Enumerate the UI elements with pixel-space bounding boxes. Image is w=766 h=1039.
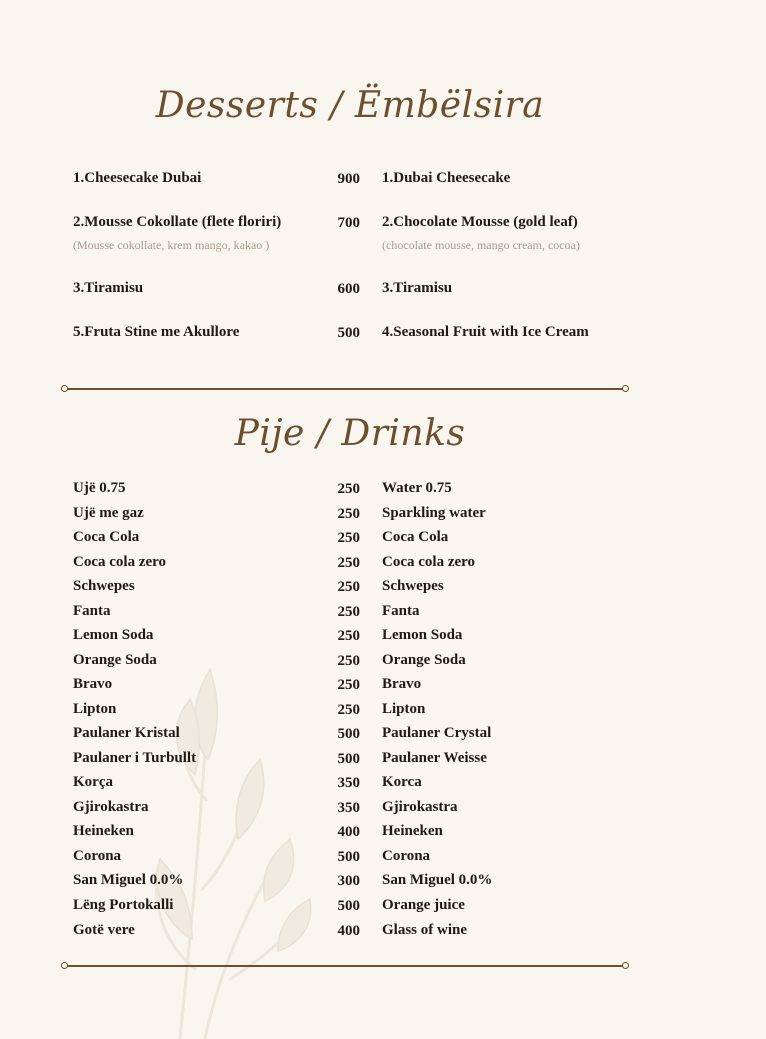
drink-name-sq: Lemon Soda — [73, 627, 154, 643]
dessert-row — [0, 214, 766, 234]
drink-name-sq: Ujë 0.75 — [73, 480, 126, 496]
drink-name-en: Glass of wine — [382, 922, 468, 938]
drink-row — [0, 823, 766, 843]
drink-name-sq: Korça — [73, 774, 113, 790]
drink-name-sq: Corona — [73, 848, 122, 864]
drink-price: 250 — [337, 579, 360, 595]
dessert-price: 900 — [337, 171, 360, 187]
drink-name-en: Lipton — [382, 701, 426, 717]
drink-name-sq: Coca Cola — [73, 529, 140, 545]
drink-name-sq: Heineken — [73, 823, 134, 839]
drink-name-en: Paulaner Weisse — [382, 750, 487, 766]
drink-price: 250 — [337, 530, 360, 546]
section-divider — [66, 965, 624, 967]
drink-name-en: Orange juice — [382, 897, 465, 913]
drink-name-sq: Lipton — [73, 701, 117, 717]
drink-name-en: Schwepes — [382, 578, 444, 594]
drink-name-sq: Paulaner Kristal — [73, 725, 180, 741]
dessert-row — [0, 324, 766, 344]
dessert-note-en: (chocolate mousse, mango cream, cocoa) — [382, 238, 580, 252]
drink-row — [0, 676, 766, 696]
dessert-name-sq: 5.Fruta Stine me Akullore — [73, 324, 240, 340]
drink-row — [0, 848, 766, 868]
dessert-name-sq: 3.Tiramisu — [73, 280, 144, 296]
dessert-name-en: 4.Seasonal Fruit with Ice Cream — [382, 324, 589, 340]
drink-name-en: Gjirokastra — [382, 799, 458, 815]
drink-name-en: Paulaner Crystal — [382, 725, 492, 741]
drink-row — [0, 505, 766, 525]
drink-row — [0, 872, 766, 892]
drink-name-sq: Schwepes — [73, 578, 135, 594]
drink-price: 400 — [337, 923, 360, 939]
drink-row — [0, 480, 766, 500]
drink-name-sq: Bravo — [73, 676, 113, 692]
drink-name-en: Sparkling water — [382, 505, 486, 521]
drink-price: 250 — [337, 677, 360, 693]
drink-name-en: Coca Cola — [382, 529, 449, 545]
desserts-title: Desserts / Ëmbëlsira — [155, 85, 545, 126]
drink-row — [0, 578, 766, 598]
dessert-price: 600 — [337, 281, 360, 297]
drink-row — [0, 725, 766, 745]
drink-name-en: Orange Soda — [382, 652, 466, 668]
drink-price: 250 — [337, 555, 360, 571]
drink-name-sq: Gjirokastra — [73, 799, 149, 815]
dessert-name-sq: 1.Cheesecake Dubai — [73, 170, 202, 186]
drink-price: 500 — [337, 898, 360, 914]
dessert-price: 700 — [337, 215, 360, 231]
dessert-name-sq: 2.Mousse Cokollate (flete floriri) — [73, 214, 282, 230]
dessert-row — [0, 280, 766, 300]
drinks-title: Pije / Drinks — [234, 413, 466, 454]
drink-price: 350 — [337, 775, 360, 791]
drink-row — [0, 529, 766, 549]
drink-row — [0, 627, 766, 647]
drink-price: 250 — [337, 702, 360, 718]
dessert-row — [0, 170, 766, 190]
drink-name-en: Bravo — [382, 676, 422, 692]
drink-price: 400 — [337, 824, 360, 840]
drink-row — [0, 774, 766, 794]
drink-name-en: Water 0.75 — [382, 480, 452, 496]
drink-price: 300 — [337, 873, 360, 889]
dessert-name-en: 2.Chocolate Mousse (gold leaf) — [382, 214, 578, 230]
drink-row — [0, 652, 766, 672]
drink-row — [0, 603, 766, 623]
drink-price: 250 — [337, 506, 360, 522]
dessert-name-en: 1.Dubai Cheesecake — [382, 170, 511, 186]
dessert-price: 500 — [337, 325, 360, 341]
drink-name-sq: Ujë me gaz — [73, 505, 144, 521]
drink-price: 350 — [337, 800, 360, 816]
drink-name-en: Lemon Soda — [382, 627, 463, 643]
drink-row — [0, 750, 766, 770]
drink-name-en: San Miguel 0.0% — [382, 872, 493, 888]
dessert-name-en: 3.Tiramisu — [382, 280, 453, 296]
section-divider — [66, 388, 624, 390]
drink-name-sq: Gotë vere — [73, 922, 135, 938]
drink-name-en: Korca — [382, 774, 422, 790]
drink-price: 250 — [337, 481, 360, 497]
drink-name-en: Fanta — [382, 603, 420, 619]
drink-row — [0, 554, 766, 574]
drink-row — [0, 799, 766, 819]
drink-name-en: Heineken — [382, 823, 443, 839]
drink-name-sq: Coca cola zero — [73, 554, 167, 570]
drink-name-en: Coca cola zero — [382, 554, 476, 570]
drink-name-sq: Paulaner i Turbullt — [73, 750, 197, 766]
drink-name-sq: San Miguel 0.0% — [73, 872, 184, 888]
drink-name-sq: Orange Soda — [73, 652, 157, 668]
drink-price: 250 — [337, 628, 360, 644]
drink-price: 500 — [337, 751, 360, 767]
drink-row — [0, 922, 766, 942]
drink-row — [0, 701, 766, 721]
drink-price: 250 — [337, 604, 360, 620]
drink-price: 500 — [337, 849, 360, 865]
drink-name-en: Corona — [382, 848, 431, 864]
dessert-note-sq: (Mousse cokollate, krem mango, kakao ) — [73, 238, 270, 252]
drink-price: 500 — [337, 726, 360, 742]
drink-row — [0, 897, 766, 917]
drink-name-sq: Fanta — [73, 603, 111, 619]
drink-price: 250 — [337, 653, 360, 669]
drink-name-sq: Lëng Portokalli — [73, 897, 174, 913]
